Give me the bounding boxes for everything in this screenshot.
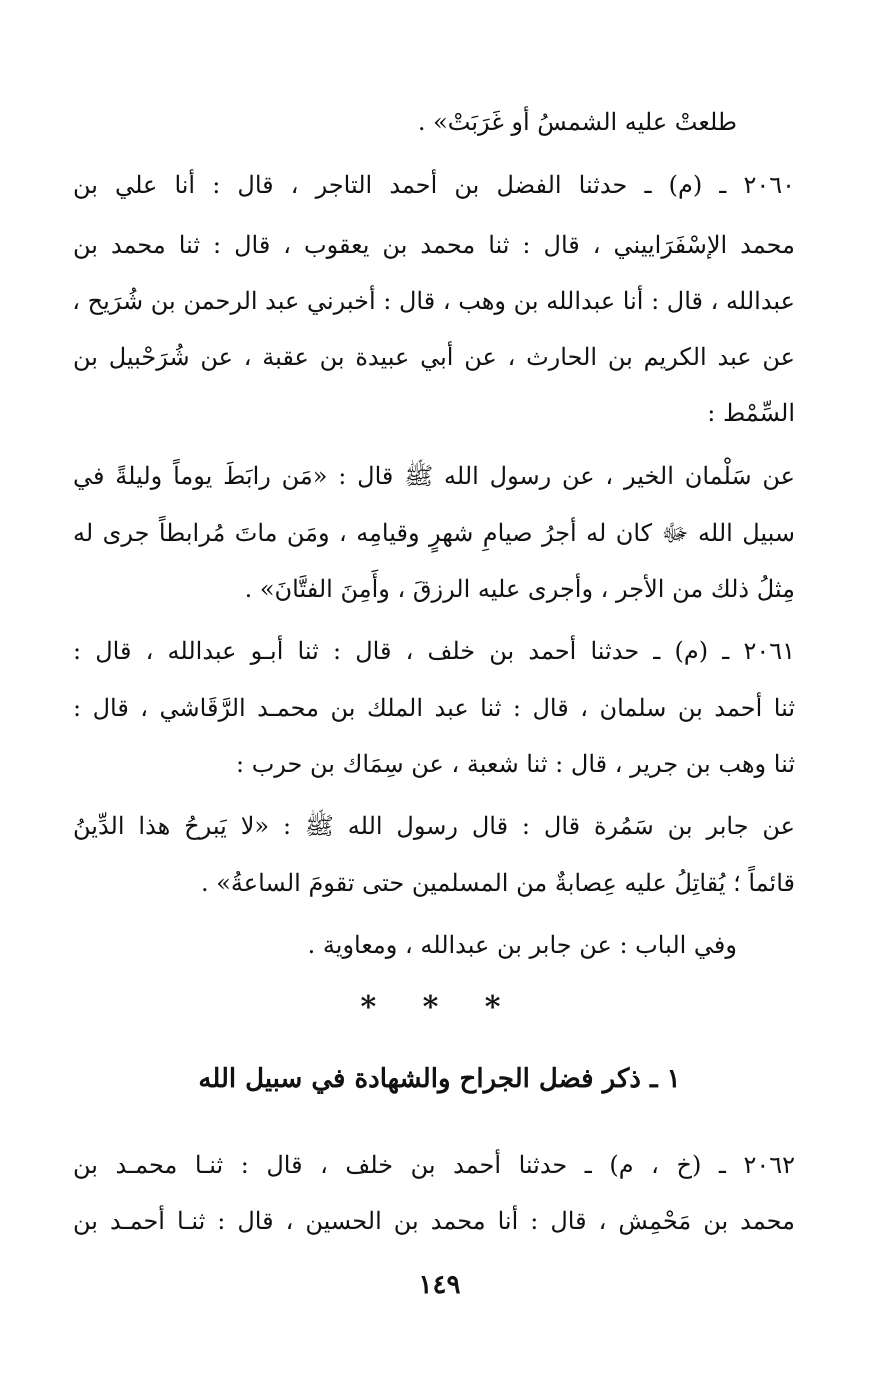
text-line: مِثلُ ذلك من الأجر ، وأجرى عليه الرزقَ ، وأَمِنَ الفتَّانَ» .: [244, 575, 795, 603]
text-line: عبدالله ، قال : أنا عبدالله بن وهب ، قال : أخبرني عبد الرحمن بن شُرَيح ،: [72, 287, 795, 315]
text-line: ثنا وهب بن جرير ، قال : ثنا شعبة ، عن سِمَاك بن حرب :: [235, 750, 795, 778]
text-line: السِّمْط :: [707, 399, 795, 427]
section-heading: ١ ـ ذكر فضل الجراح والشهادة في سبيل الله: [198, 1064, 681, 1094]
text-line: ٢٠٦٠ ـ (م) ـ حدثنا الفضل بن أحمد التاجر ، قال : أنا علي بن: [73, 171, 795, 199]
text-line: قائماً ؛ يُقاتِلُ عليه عِصابةٌ من المسلمين حتى تقومَ الساعةُ» .: [200, 869, 795, 897]
text-line: سبيل الله ﷻ كان له أجرُ صيامِ شهرٍ وقيامِه ، ومَن ماتَ مُرابطاً جرى له: [73, 519, 795, 547]
text-line: طلعتْ عليه الشمسُ أو غَرَبَتْ» .: [417, 108, 737, 136]
section-separator: * * *: [360, 990, 519, 1025]
text-line: عن سَلْمان الخير ، عن رسول الله ﷺ قال : «مَن رابَطَ يوماً وليلةً في: [73, 462, 795, 490]
text-line: عن جابر بن سَمُرة قال : قال رسول الله ﷺ : «لا يَبرحُ هذا الدِّينُ: [73, 812, 795, 840]
page-number: ١٤٩: [418, 1270, 461, 1300]
text-line: محمد بن مَحْمِش ، قال : أنا محمد بن الحسين ، قال : ثنـا أحمـد بن: [73, 1207, 795, 1235]
text-line: وفي الباب : عن جابر بن عبدالله ، ومعاوية .: [307, 931, 737, 959]
text-line: ٢٠٦١ ـ (م) ـ حدثنا أحمد بن خلف ، قال : ثنا أبـو عبدالله ، قال :: [73, 637, 795, 665]
text-line: ٢٠٦٢ ـ (خ ، م) ـ حدثنا أحمد بن خلف ، قال : ثنـا محمـد بن: [73, 1151, 795, 1179]
text-line: عن عبد الكريم بن الحارث ، عن أبي عبيدة بن عقبة ، عن شُرَحْبيل بن: [73, 343, 795, 371]
text-line: محمد الإسْفَرَاييني ، قال : ثنا محمد بن يعقوب ، قال : ثنا محمد بن: [73, 231, 795, 259]
text-line: ثنا أحمد بن سلمان ، قال : ثنا عبد الملك بن محمـد الرَّقَاشي ، قال :: [73, 694, 795, 722]
